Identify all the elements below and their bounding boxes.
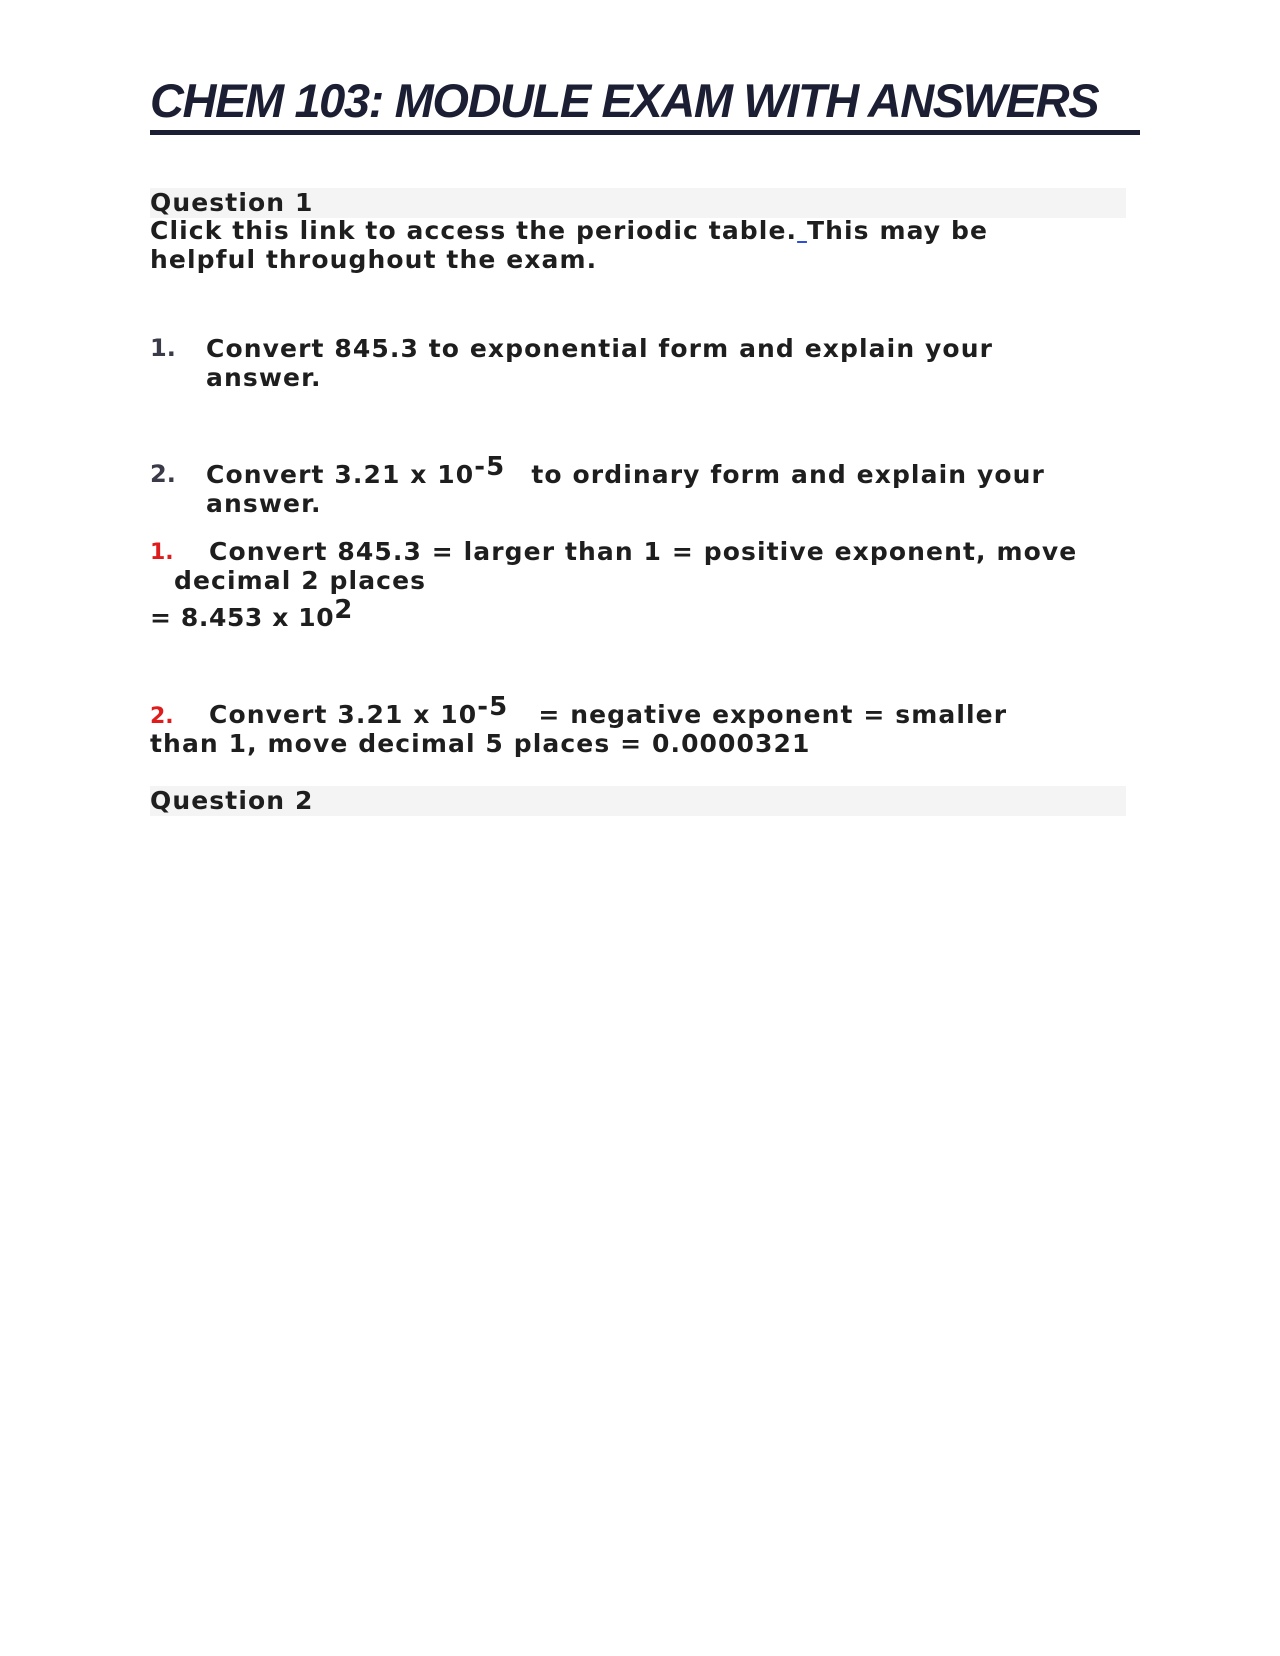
intro-text-continued: This may be (806, 216, 989, 245)
intro-text: Click this link to access the periodic table. (150, 216, 798, 245)
question-2-label: Question 2 (150, 786, 314, 815)
answer-1-line-1: Convert 845.3 = larger than 1 = positive exponent, move (209, 537, 1078, 566)
answer-1-result (150, 595, 353, 632)
question-1-intro-line-2: helpful throughout the exam. (150, 245, 598, 274)
question-1-intro-line-1 (150, 216, 988, 245)
answer-2-text-continued: = negative exponent = smaller (538, 700, 1008, 729)
answer-2-exponent: -5 (477, 692, 509, 722)
question-1-label: Question 1 (150, 188, 314, 217)
answer-2-line-2: than 1, move decimal 5 places = 0.0000321 (150, 729, 811, 758)
item-2-line-2: answer. (206, 489, 322, 518)
item-2-line-1 (206, 452, 1045, 489)
item-1-number: 1. (150, 334, 176, 362)
item-1-line-1: Convert 845.3 to exponential form and explain your (206, 334, 994, 363)
answer-2-line-1 (209, 692, 1008, 729)
answer-1-number: 1. (150, 540, 174, 565)
item-2-text: Convert 3.21 x 10 (206, 460, 475, 489)
answer-1-result-text: = 8.453 x 10 (150, 603, 335, 632)
answer-2-number: 2. (150, 704, 174, 729)
answer-1-exponent: 2 (334, 595, 353, 625)
answer-1-line-2: decimal 2 places (174, 566, 427, 595)
page-title: CHEM 103: MODULE EXAM WITH ANSWERS (150, 72, 1140, 135)
periodic-table-link[interactable] (797, 216, 807, 245)
item-2-number: 2. (150, 460, 176, 488)
item-1-line-2: answer. (206, 363, 322, 392)
answer-2-text: Convert 3.21 x 10 (209, 700, 478, 729)
item-2-exponent: -5 (474, 452, 506, 482)
item-2-text-continued: to ordinary form and explain your (531, 460, 1045, 489)
